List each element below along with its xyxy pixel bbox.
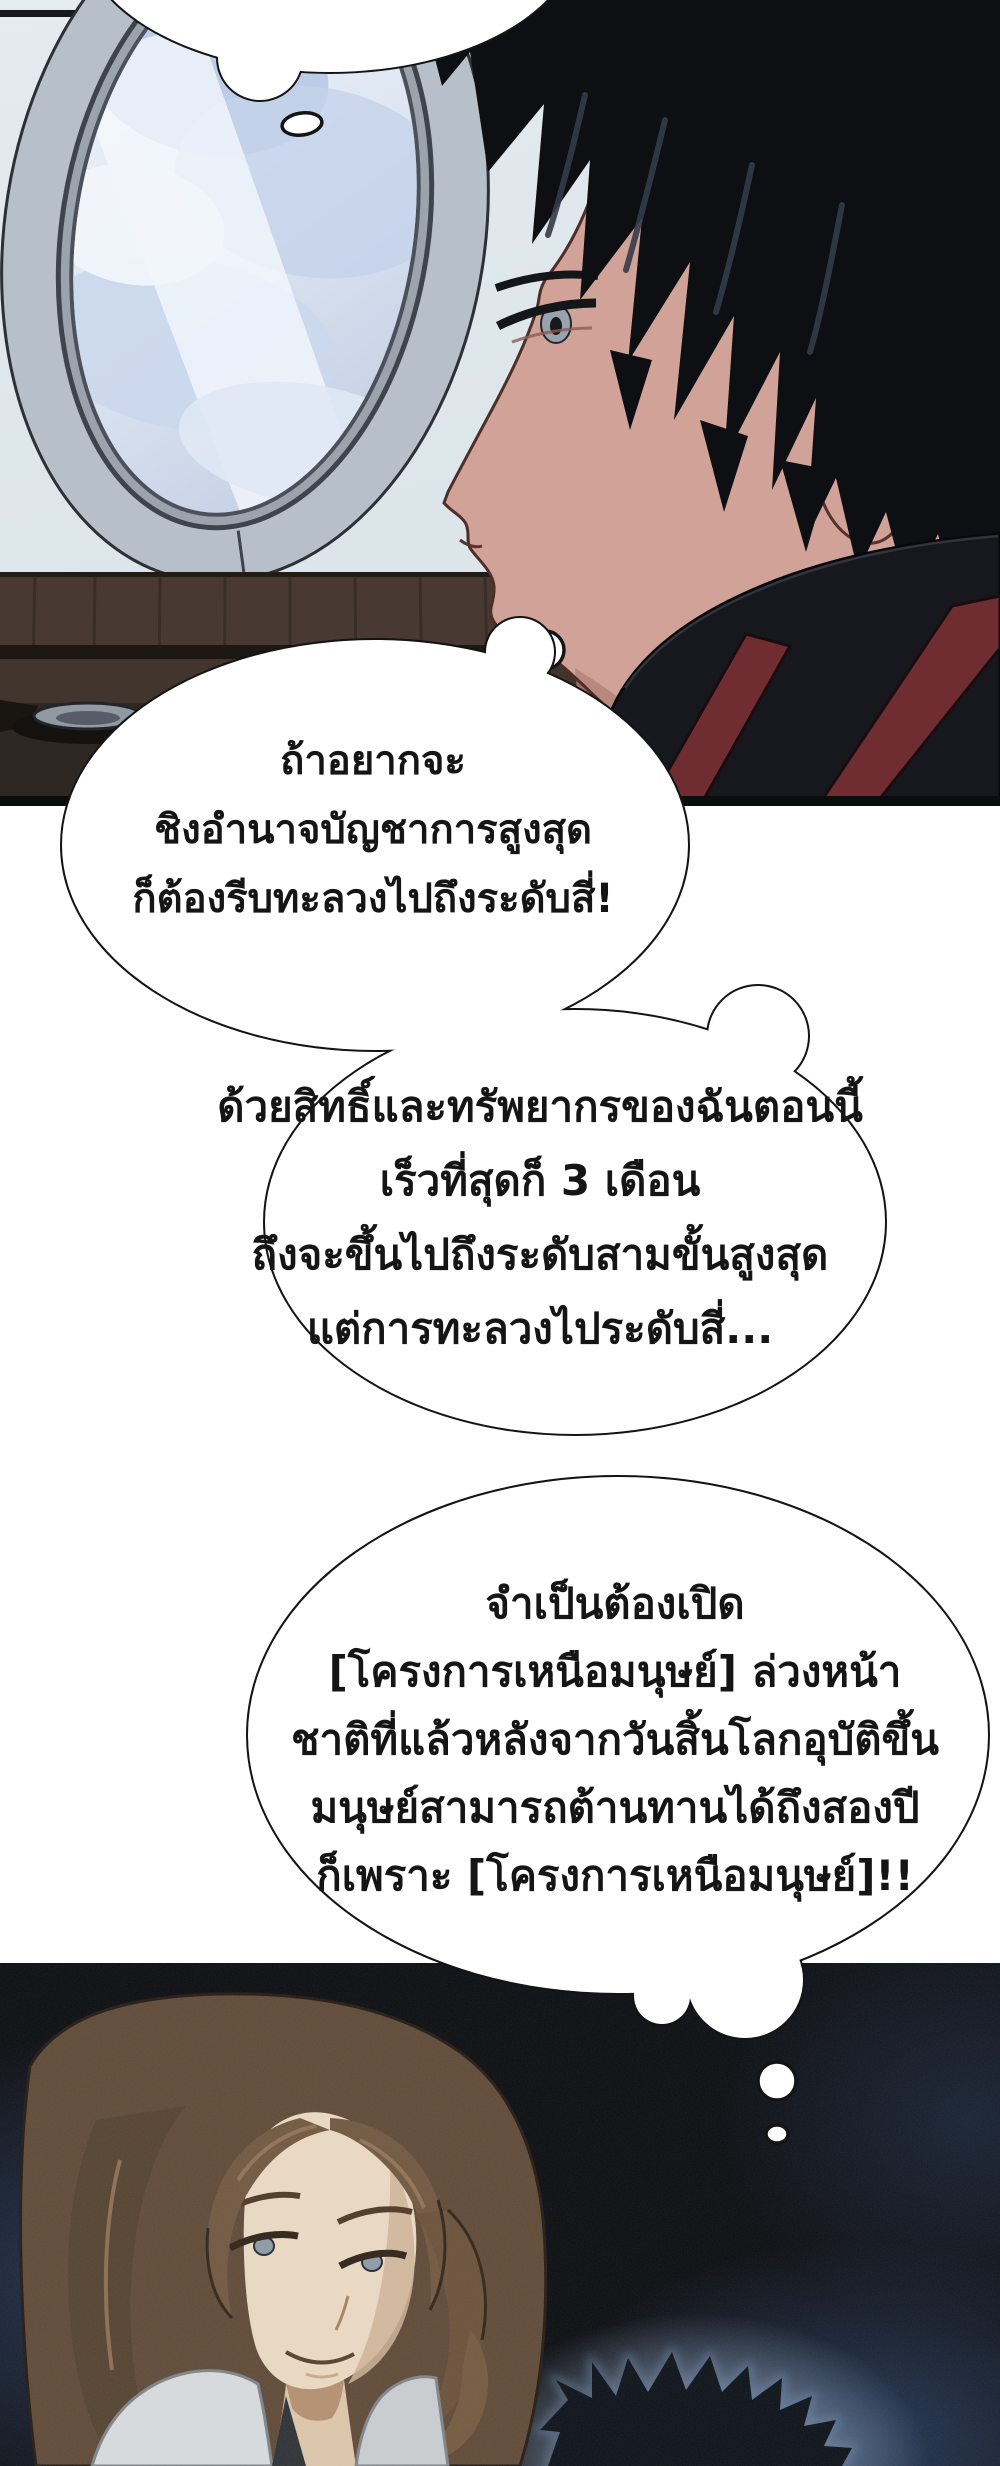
thought-trail-circle: [758, 2062, 796, 2100]
bubble-line: มนุษย์สามารถต้านทานได้ถึงสองปี: [310, 1783, 920, 1832]
bubble-line: ถ้าอยากจะ: [280, 738, 466, 784]
bubble-line: ก็เพราะ [โครงการเหนือมนุษย์]!!: [316, 1851, 914, 1900]
smiling-character: [21, 1994, 546, 2466]
thought-bubble-2-text: [145, 1070, 935, 1366]
bubble-line: [โครงการเหนือมนุษย์] ล่วงหน้า: [328, 1647, 902, 1696]
thought-trail-circle: [766, 2125, 788, 2143]
bubble-line: ก็ต้องรีบทะลวงไปถึงระดับสี่!: [132, 876, 614, 922]
thought-bubble-3-text: [215, 1570, 1000, 1910]
bubble-line: ชาติที่แล้วหลังจากวันสิ้นโลกอุบัติขึ้น: [291, 1715, 939, 1764]
thought-bubble-1-text: [43, 727, 703, 934]
bubble-line: ด้วยสิทธิ์และทรัพยากรของฉันตอนนี้: [217, 1082, 863, 1131]
bubble-line: ชิงอำนาจบัญชาการสูงสุด: [154, 807, 592, 853]
bubble-line: จำเป็นต้องเปิด: [485, 1579, 745, 1628]
bubble-line: แต่การทะลวงไประดับสี่...: [306, 1304, 774, 1353]
panel-dark-cabin: [0, 1910, 1000, 2466]
bubble-line: ถึงจะขึ้นไปถึงระดับสามขั้นสูงสุด: [251, 1230, 829, 1279]
bubble-line: เร็วที่สุดก็ 3 เดือน: [379, 1156, 701, 1205]
